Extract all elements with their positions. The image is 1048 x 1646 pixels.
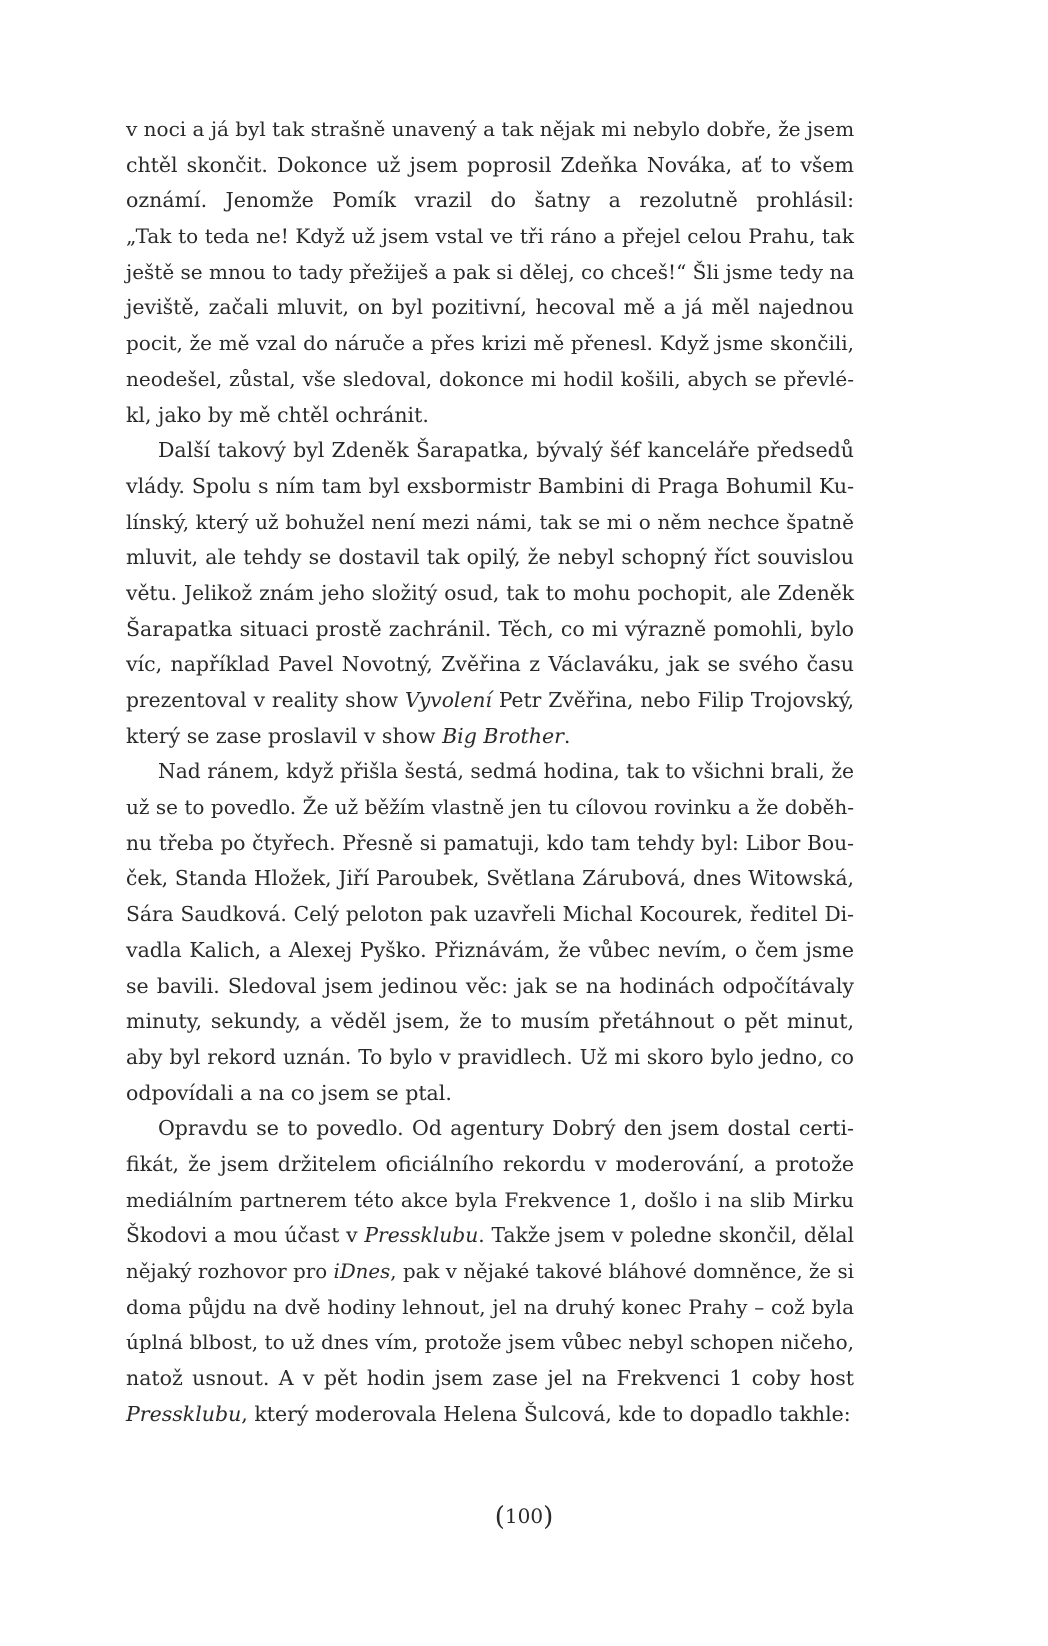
text-line-content: úplná blbost, to už dnes vím, protože jsem vůbec nebyl schopen ničeho, (126, 1330, 854, 1355)
text-line-continuation: , který moderovala Helena Šulcová, kde to dopadlo takhle: (241, 1401, 851, 1426)
text-line (126, 290, 854, 326)
text-line-content: chtěl skončit. Dokonce už jsem poprosil Zdeňka Nováka, ať to všem (126, 152, 854, 177)
italic-title: iDnes (333, 1260, 391, 1283)
text-line-content: Šarapatka situaci prostě zachránil. Těch, co mi výrazně pomohli, bylo (126, 616, 854, 641)
text-line (126, 719, 854, 755)
text-line (126, 897, 854, 933)
text-line-content: prezentoval v reality show (126, 688, 399, 712)
text-line-content: ještě se mnou to tady přežiješ a pak si dělej, co chceš!“ Šli jsme tedy na (126, 259, 855, 284)
text-line-continuation: Petr Zvěřina, nebo Filip Trojovský, (491, 688, 855, 712)
text-line-content: Další takový byl Zdeněk Šarapatka, bývalý šéf kanceláře předsedů (158, 438, 854, 463)
text-line-content: Nad ránem, když přišla šestá, sedmá hodina, tak to všichni brali, že (158, 759, 854, 784)
page-number-close-paren: ) (543, 1502, 554, 1532)
text-line (126, 754, 854, 790)
text-line-content: vadla Kalich, a Alexej Pyško. Přiznávám, že vůbec nevím, o čem jsme (126, 937, 854, 962)
text-line (126, 790, 854, 826)
text-line-content: už se to povedlo. Že už běžím vlastně jen tu cílovou rovinku a že doběh- (126, 795, 854, 820)
text-line-content: mediálním partnerem této akce byla Frekvence 1, došlo i na slib Mirku (126, 1187, 854, 1212)
text-line (126, 1325, 854, 1361)
text-line (126, 469, 854, 505)
body-text (126, 112, 854, 1432)
text-line (126, 1254, 854, 1290)
page-number-open-paren: ( (494, 1502, 505, 1532)
text-line-content: kl, jako by mě chtěl ochránit. (126, 402, 429, 427)
text-line (126, 1290, 854, 1326)
text-line (126, 1004, 854, 1040)
text-line (126, 1147, 854, 1183)
text-line (126, 1183, 854, 1219)
text-line (126, 576, 854, 612)
text-line-content: který se zase proslavil v show (126, 723, 436, 748)
text-line-content: se bavili. Sledoval jsem jedinou věc: jak se na hodinách odpočítávaly (126, 973, 854, 998)
text-line-content: Škodovi a mou účast v (126, 1223, 358, 1248)
text-line-content: mluvit, ale tehdy se dostavil tak opilý, že nebyl schopný říct souvislou (126, 545, 854, 570)
text-line-content: natož usnout. A v pět hodin jsem zase jel na Frekvenci 1 coby host (126, 1366, 854, 1391)
text-line-content: nu třeba po čtyřech. Přesně si pamatuji, kdo tam tehdy byl: Libor Bou- (126, 830, 854, 855)
text-line-content: Opravdu se to povedlo. Od agentury Dobrý den jsem dostal certi- (158, 1116, 854, 1141)
text-line (126, 826, 854, 862)
text-line-content: pocit, že mě vzal do náruče a přes krizi mě přenesl. Když jsme skončili, (126, 331, 854, 356)
text-line (126, 112, 854, 148)
text-line (126, 183, 854, 219)
page-number: 100 (504, 1504, 544, 1528)
text-line-content: větu. Jelikož znám jeho složitý osud, tak to mohu pochopit, ale Zdeněk (126, 580, 854, 605)
text-line-content: v noci a já byl tak strašně unavený a tak nějak mi nebylo dobře, že jsem (126, 117, 855, 141)
text-line (126, 362, 854, 398)
text-line (126, 683, 854, 719)
text-line-content: línský, který už bohužel není mezi námi, tak se mi o něm nechce špatně (126, 509, 854, 534)
text-line (126, 1111, 854, 1147)
text-line-content: ček, Standa Hložek, Jiří Paroubek, Světlana Zárubová, dnes Witowská, (126, 866, 854, 891)
text-line (126, 219, 854, 255)
text-line (126, 505, 854, 541)
text-line-continuation: . (563, 723, 571, 748)
text-line (126, 647, 854, 683)
text-line (126, 540, 854, 576)
text-line (126, 933, 854, 969)
text-line-content: minuty, sekundy, a věděl jsem, že to musím přetáhnout o pět minut, (126, 1009, 854, 1034)
text-line-content: víc, například Pavel Novotný, Zvěřina z Václaváku, jak se svého času (126, 652, 854, 677)
text-line (126, 1040, 854, 1076)
text-line-content: nějaký rozhovor pro (126, 1260, 328, 1283)
text-line (126, 969, 854, 1005)
page-number-footer (0, 1502, 1048, 1532)
text-line (126, 1361, 854, 1397)
text-line-content: odpovídali a na co jsem se ptal. (126, 1080, 452, 1105)
italic-title: Big Brother (442, 723, 564, 748)
text-line (126, 326, 854, 362)
text-line (126, 255, 854, 291)
text-line-content: neodešel, zůstal, vše sledoval, dokonce mi hodil košili, abych se převlé- (126, 366, 854, 391)
text-line (126, 398, 854, 434)
italic-title: Pressklubu (126, 1401, 242, 1426)
text-line (126, 861, 854, 897)
text-line-content: oznámí. Jenomže Pomík vrazil do šatny a rezolutně prohlásil: (126, 188, 854, 213)
text-line (126, 1397, 854, 1433)
text-line-continuation: . Takže jsem v poledne skončil, dělal (478, 1223, 854, 1248)
text-line-content: aby byl rekord uznán. To bylo v pravidlech. Už mi skoro bylo jedno, co (126, 1044, 854, 1069)
text-line-continuation: , pak v nějaké takové bláhové domněnce, že si (390, 1260, 854, 1283)
italic-title: Vyvolení (405, 688, 492, 712)
text-line (126, 1076, 854, 1112)
text-line (126, 433, 854, 469)
text-line-content: doma půjdu na dvě hodiny lehnout, jel na druhý konec Prahy – což byla (126, 1294, 854, 1319)
text-line-content: jeviště, začali mluvit, on byl pozitivní, hecoval mě a já měl najednou (126, 295, 854, 320)
text-line-content: vlády. Spolu s ním tam byl exsbormistr Bambini di Praga Bohumil Ku- (126, 473, 854, 498)
text-line (126, 612, 854, 648)
text-line (126, 148, 854, 184)
text-line-content: „Tak to teda ne! Když už jsem vstal ve tři ráno a přejel celou Prahu, tak (126, 224, 854, 249)
text-line-content: Sára Saudková. Celý peloton pak uzavřeli Michal Kocourek, ředitel Di- (126, 902, 854, 927)
italic-title: Pressklubu (364, 1223, 479, 1248)
text-line (126, 1218, 854, 1254)
text-line-content: fikát, že jsem držitelem oficiálního rekordu v moderování, a protože (126, 1151, 854, 1176)
